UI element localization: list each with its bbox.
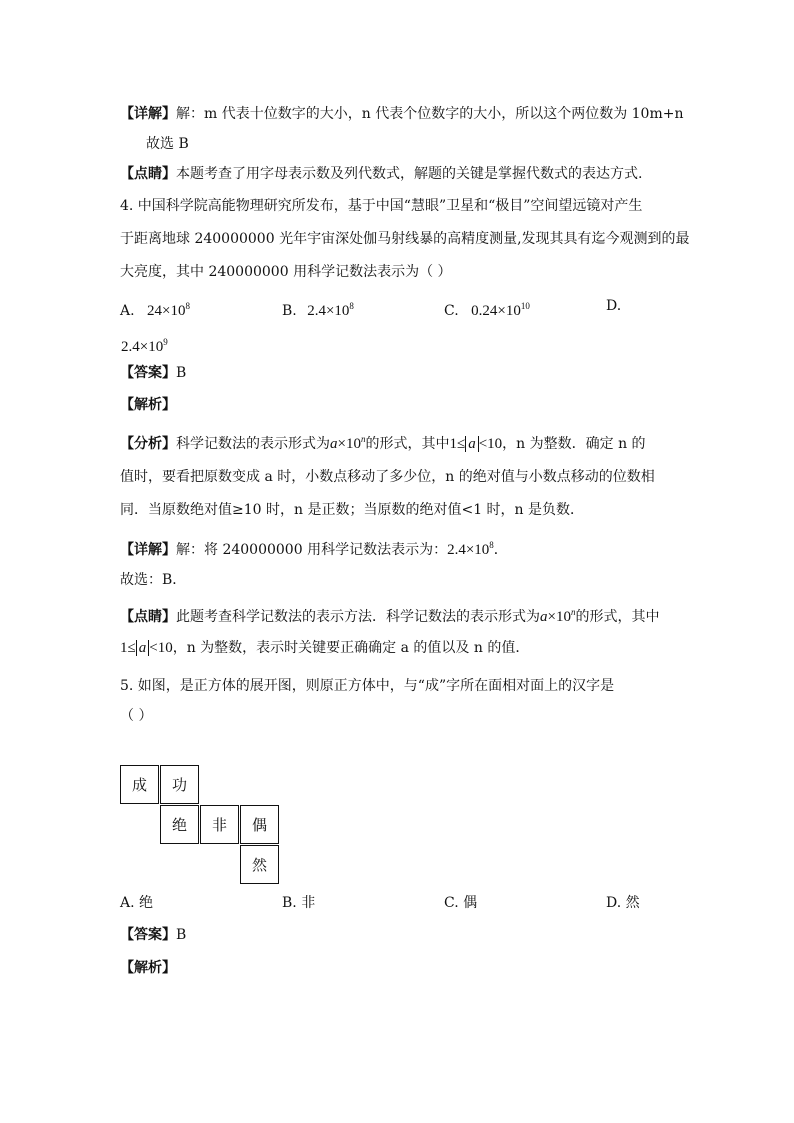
- answer-tag: 【答案】: [120, 365, 176, 381]
- analysis-tag: 【分析】: [120, 436, 176, 452]
- q4-option-a: [120, 296, 190, 321]
- option-text: 绝: [139, 895, 154, 911]
- net-cell: 非: [200, 805, 239, 844]
- q5-analysis-tag: 【解析】: [120, 960, 176, 976]
- q5-answer-line: [120, 925, 186, 945]
- math-ten: 10: [487, 436, 503, 452]
- abs-a: a: [136, 640, 150, 656]
- q3-detail-text: 解：m 代表十位数字的大小，n 代表个位数字的大小，所以这个两位数为 10m+n: [176, 106, 684, 122]
- answer-tag: 【答案】: [120, 927, 176, 943]
- q4-analysis-tag: 【解析】: [120, 397, 176, 413]
- q4-comment-line-2: [120, 638, 529, 658]
- option-exponent: 10: [520, 301, 530, 311]
- q3-comment-text: 本题考查了用字母表示数及列代数式，解题的关键是掌握代数式的表达方式.: [176, 166, 643, 182]
- var-n: n: [570, 607, 576, 617]
- q3-detail-line: [120, 104, 683, 124]
- times-ten: ×10: [325, 303, 350, 319]
- q5-stem: 5. 如图，是正方体的展开图，则原正方体中，与“成”字所在面相对面上的汉字是: [120, 678, 615, 694]
- var-a: a: [540, 609, 548, 625]
- times-ten: ×10: [337, 436, 361, 452]
- times-ten: ×10: [465, 542, 490, 558]
- net-cell: 成: [120, 765, 159, 804]
- option-label: C.: [444, 303, 459, 319]
- answer-value: B: [176, 365, 187, 381]
- option-label: B.: [282, 303, 297, 319]
- detail-tag: 【详解】: [120, 542, 176, 558]
- option-label: A.: [120, 895, 135, 911]
- comment-text: ，n 为整数，表示时关键要正确确定 a 的值以及 n 的值．: [172, 640, 530, 656]
- option-base: 2.4: [121, 339, 140, 355]
- option-text: 非: [301, 895, 316, 911]
- times-ten: ×10: [139, 339, 164, 355]
- q5-option-c: [444, 893, 477, 913]
- option-text: 然: [625, 895, 640, 911]
- q4-option-d-label: D.: [606, 298, 622, 314]
- q4-answer-line: [120, 363, 186, 383]
- analysis-text: ，n 为整数．确定 n 的: [502, 436, 646, 452]
- option-base: 2.4: [307, 303, 326, 319]
- q5-option-b: [282, 893, 315, 913]
- option-label: C.: [444, 895, 459, 911]
- math-lt: <: [149, 640, 158, 656]
- net-cell: 绝: [160, 805, 199, 844]
- net-cell: 偶: [240, 805, 279, 844]
- detail-text: 解：将 240000000 用科学记数法表示为：: [176, 542, 448, 558]
- comment-tag: 【点睛】: [120, 166, 176, 182]
- var-a: a: [330, 436, 338, 452]
- option-exponent: 8: [185, 301, 190, 311]
- q5-option-d: [606, 893, 640, 913]
- comment-text: 的形式，其中: [575, 609, 660, 625]
- option-label: D.: [606, 895, 622, 911]
- option-base: 24: [147, 303, 163, 319]
- q4-stem-line-3: 大亮度，其中 240000000 用科学记数法表示为（ ）: [120, 264, 452, 280]
- q3-choose: 故选 B: [146, 136, 189, 152]
- analysis-text: 的形式，其中: [365, 436, 450, 452]
- math-one: 1: [449, 436, 457, 452]
- detail-exponent: 8: [489, 540, 494, 550]
- comment-tag: 【点睛】: [120, 609, 176, 625]
- net-cell: 功: [160, 765, 199, 804]
- option-label: B.: [282, 895, 297, 911]
- option-base: 0.24: [471, 303, 498, 319]
- option-text: 偶: [463, 895, 478, 911]
- abs-a: a: [465, 436, 479, 452]
- detail-base: 2.4: [447, 542, 466, 558]
- net-cell: 然: [240, 845, 279, 884]
- q5-paren: （ ）: [120, 708, 153, 724]
- q4-option-b: [282, 296, 354, 321]
- times-ten: ×10: [547, 609, 571, 625]
- answer-value: B: [176, 927, 187, 943]
- detail-tag: 【详解】: [120, 106, 176, 122]
- comment-text: 此题考查科学记数法的表示方法．科学记数法的表示形式为: [176, 609, 540, 625]
- q4-analysis-line-2: 值时，要看把原数变成 a 时，小数点移动了多少位，n 的绝对值与小数点移动的位数相: [120, 469, 655, 485]
- option-exponent: 8: [349, 301, 354, 311]
- times-ten: ×10: [497, 303, 521, 319]
- math-ten: 10: [157, 640, 173, 656]
- detail-end: ．: [493, 542, 508, 558]
- option-label: A.: [120, 303, 135, 319]
- q5-option-a: [120, 893, 153, 913]
- var-n: n: [360, 434, 366, 444]
- q4-detail-line: [120, 535, 508, 560]
- q3-comment-line: [120, 164, 642, 184]
- q4-analysis-line-1: [120, 429, 646, 454]
- q4-choose: 故选：B．: [120, 572, 187, 588]
- math-leq: ≤: [127, 640, 136, 656]
- times-ten: ×10: [162, 303, 186, 319]
- math-lt: <: [478, 436, 488, 452]
- q4-analysis-line-3: 同．当原数绝对值≥10 时，n 是正数；当原数的绝对值<1 时，n 是负数．: [120, 502, 585, 518]
- math-leq: ≤: [456, 436, 466, 452]
- q4-stem-line-2: 于距离地球 240000000 光年宇宙深处伽马射线暴的高精度测量,发现其具有迄今观测到的最: [120, 231, 690, 247]
- q4-option-d-value: [121, 332, 168, 357]
- math-one: 1: [120, 640, 128, 656]
- q4-comment-line-1: [120, 602, 659, 627]
- q4-option-c: [444, 296, 530, 321]
- option-exponent: 9: [163, 337, 168, 347]
- analysis-text: 科学记数法的表示形式为: [176, 436, 330, 452]
- q4-stem-line-1: 4. 中国科学院高能物理研究所发布，基于中国“慧眼”卫星和“极目”空间望远镜对产生: [120, 198, 643, 214]
